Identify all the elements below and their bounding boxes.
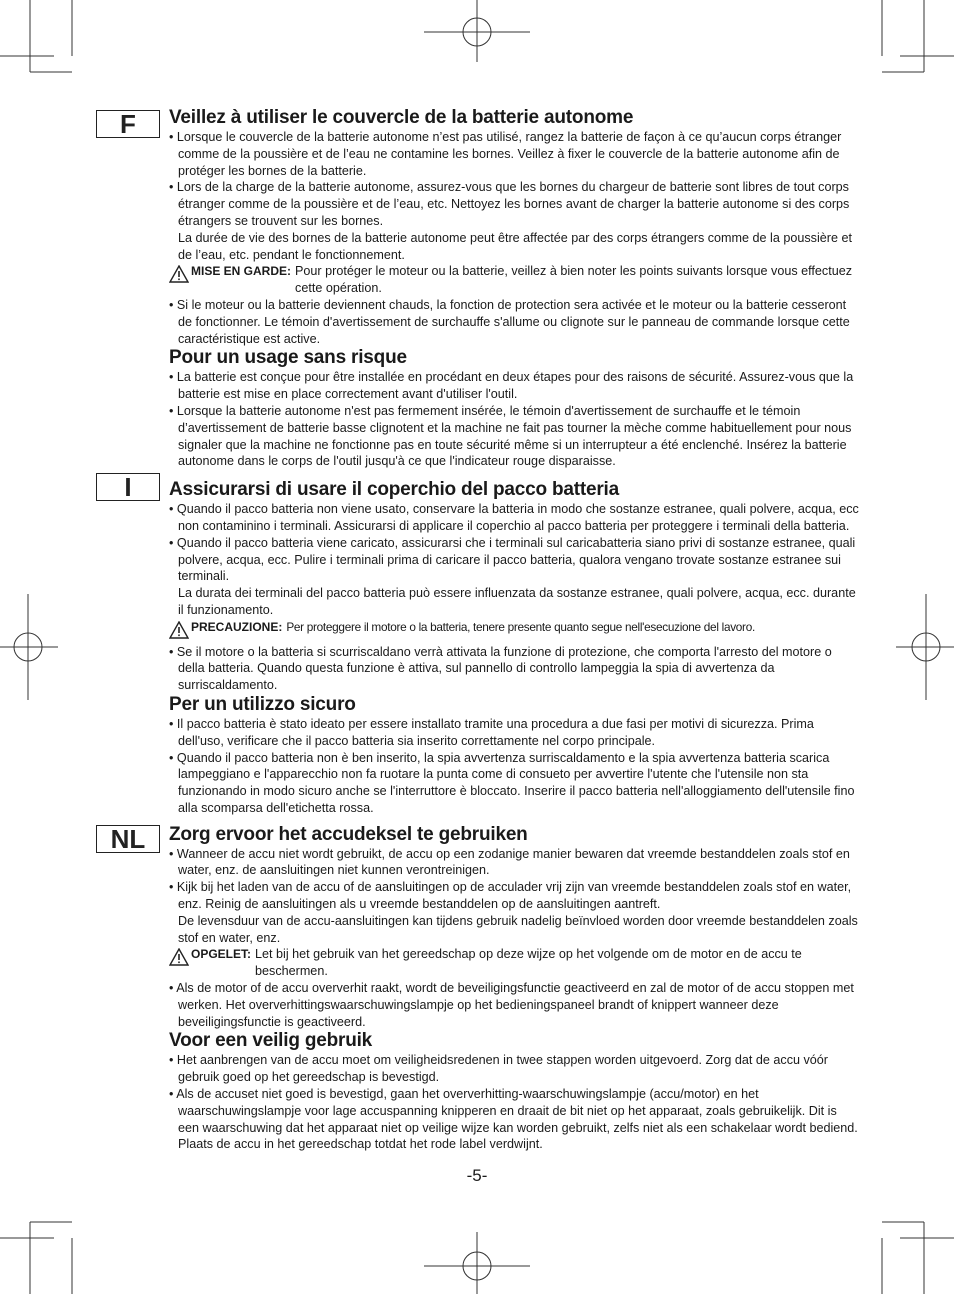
bullet-item: • Quando il pacco batteria non viene usato, conservare la batteria in modo che sostanze estranee, quali polvere, acqua, ecc non contaminino i terminali. Assicurarsi di applicare il coperchio al pacco batteria per proteggere i terminali della batteria.	[169, 502, 859, 533]
bullet-continuation: De levensduur van de accu-aansluitingen kan tijdens gebruik nadelig beïnvloed worden door vreemde bestanddelen zoals stof en water, enz.	[178, 913, 858, 945]
bullet-item: • La batterie est conçue pour être installée en procédant en deux étapes pour des raisons de sécurité. Assurez-vous que la batterie est mise en place correctement avant d'utiliser l'outil.	[169, 370, 854, 402]
subsection-heading: Per un utilizzo sicuro	[169, 693, 356, 715]
warning-triangle-icon	[169, 263, 191, 297]
language-tab-f: F	[96, 110, 160, 138]
language-tab-nl: NL	[96, 825, 160, 853]
section-italian	[169, 478, 859, 817]
bullet-item: • Kijk bij het laden van de accu of de aansluitingen op de acculader vrij zijn van vreemde bestanddelen zoals stof en water, enz. Reinig de aansluitingen als u vreemde bestanddelen op de aansluitingen aantreft.	[169, 880, 852, 912]
caution-note	[169, 263, 859, 297]
caution-text: Let bij het gebruik van het gereedschap op deze wijze op het volgende om de motor en de accu te beschermen.	[255, 947, 802, 979]
bullet-item: • Lorsque la batterie autonome n'est pas fermement insérée, le témoin d'avertissement de surchauffe et le témoin d’avertissement de batterie basse clignotent et la machine ne fait pas tourner la mèche comme habituellement pour nous signaler que la machine ne fonctionne pas en toute sécurité même si un interrupteur a été enclenché. Insérez la batterie autonome dans le corps de l'outil jusqu'à ce que l'indicateur rouge disparaisse.	[169, 403, 852, 469]
bullet-item: • Si le moteur ou la batterie deviennent chauds, la fonction de protection sera activée et le moteur ou la batterie cesseront de fonctionner. Le témoin d'avertissement de surchauffe s'allume ou clignote sur le panneau de commande lorsque cette caractéristique est active.	[169, 297, 850, 346]
warning-triangle-icon	[169, 946, 191, 980]
bullet-continuation: La durata dei terminali del pacco batteria può essere influenzata da sostanze estranee, quali polvere, acqua, ecc. durante il funzionamento.	[178, 586, 856, 617]
caution-text: Per proteggere il motore o la batteria, tenere presente quanto segue nell'esecuzione del lavoro.	[286, 619, 755, 634]
bullet-item: • Als de motor of de accu oververhit raakt, wordt de beveiligingsfunctie geactiveerd en zal de motor of de accu stoppen met werken. Het oververhittingswaarschuwingslampje op het bedieningspaneel brandt of knippert wanneer deze beveiligingsfunctie is geactiveerd.	[169, 981, 854, 1029]
bullet-item: • Il pacco batteria è stato ideato per essere installato tramite una procedura a due fasi per motivi di sicurezza. Prima dell'uso, verificare che il pacco batteria sia inserito correttamente nel corpo principale.	[169, 716, 814, 748]
warning-triangle-icon	[169, 619, 191, 644]
bullet-item: • Als de accuset niet goed is bevestigd, gaan het oververhitting-waarschuwingslampje (accu/motor) en het waarschuwingslampje voor lage accuspanning knipperen en draait de bit niet op het apparaat, zoals gebruikelijk. Dit is een waarschuwing dat het apparaat niet op veilige wijze kan worden gebruikt, zelfs niet als een schakelaar wordt bediend. Plaats de accu in het gereedschap totdat het rode label verdwijnt.	[169, 1087, 858, 1152]
bullet-item: • Lorsque le couvercle de la batterie autonome n’est pas utilisé, rangez la batterie de façon à ce qu’aucun corps étranger comme de la poussière et de l’eau ne contamine les bornes. Veillez à fixer le couvercle de la batterie autonome afin de protéger les bornes de la batterie.	[169, 130, 842, 178]
section-dutch	[169, 823, 859, 1154]
bullet-item: • Se il motore o la batteria si scurriscaldano verrà attivata la funzione di protezione, che comporta l'arresto del motore o della batteria. Quando questa funzione è attiva, sul pannello di controllo lampeggia la spia di avvertenza da surriscaldamento.	[169, 644, 832, 693]
caution-note	[169, 946, 859, 980]
bullet-item: • Quando il pacco batteria non è ben inserito, la spia avvertenza surriscaldamento e la spia avvertenza batteria scarica lampeggiano e l'apparecchio non fa ruotare la punta come di consueto per avvertire l'utente che l'utensile non sta funzionando in modo sicuro anche se l'interruttore è bloccato. Inserire il pacco batteria nell'alloggiamento dell'utensile fino alla scomparsa dell'etichetta rossa.	[169, 750, 855, 815]
bullet-item: • Quando il pacco batteria viene caricato, assicurarsi che i terminali sul caricabatteria siano privi di sostanze estranee, quali polvere, acqua, ecc. Pulire i terminali prima di caricare il pacco batteria, qualora vengano trovate sostanze estranee sui terminali.	[169, 535, 856, 584]
page-number: -5-	[466, 1166, 488, 1185]
subsection-heading: Pour un usage sans risque	[169, 347, 407, 369]
caution-label: MISE EN GARDE:	[191, 264, 292, 279]
caution-note	[169, 619, 859, 644]
bullet-item: • Lors de la charge de la batterie autonome, assurez-vous que les bornes du chargeur de batterie sont libres de tout corps étranger comme de la poussière et de l’eau, etc. Nettoyez les bornes avant de charger la batterie autonome si des corps étrangers se trouvent sur les bornes.	[169, 180, 850, 228]
section-heading: Zorg ervoor het accudeksel te gebruiken	[169, 823, 528, 845]
bullet-continuation: La durée de vie des bornes de la batterie autonome peut être affectée par des corps étrangers comme de la poussière et de l’eau, etc. pendant le fonctionnement.	[178, 230, 852, 262]
bullet-item: • Wanneer de accu niet wordt gebruikt, de accu op een zodanige manier bewaren dat vreemde bestanddelen zoals stof en water, enz. de aansluitingen niet kunnen verontreinigen.	[169, 846, 850, 878]
section-french	[169, 106, 859, 470]
language-tab-i: I	[96, 473, 160, 501]
caution-label: PRECAUZIONE:	[191, 619, 283, 634]
subsection-heading: Voor een veilig gebruik	[169, 1030, 373, 1052]
caution-label: OPGELET:	[191, 947, 252, 962]
section-heading: Assicurarsi di usare il coperchio del pacco batteria	[169, 479, 619, 501]
manual-content	[169, 106, 859, 1153]
section-heading: Veillez à utiliser le couvercle de la batterie autonome	[169, 107, 634, 128]
caution-text: Pour protéger le moteur ou la batterie, veillez à bien noter les points suivants lorsque vous effectuez cette opération.	[295, 264, 853, 296]
bullet-item: • Het aanbrengen van de accu moet om veiligheidsredenen in twee stappen worden uitgevoerd. Zorg dat de accu vóór gebruik goed op het gereedschap is bevestigd.	[169, 1053, 828, 1085]
